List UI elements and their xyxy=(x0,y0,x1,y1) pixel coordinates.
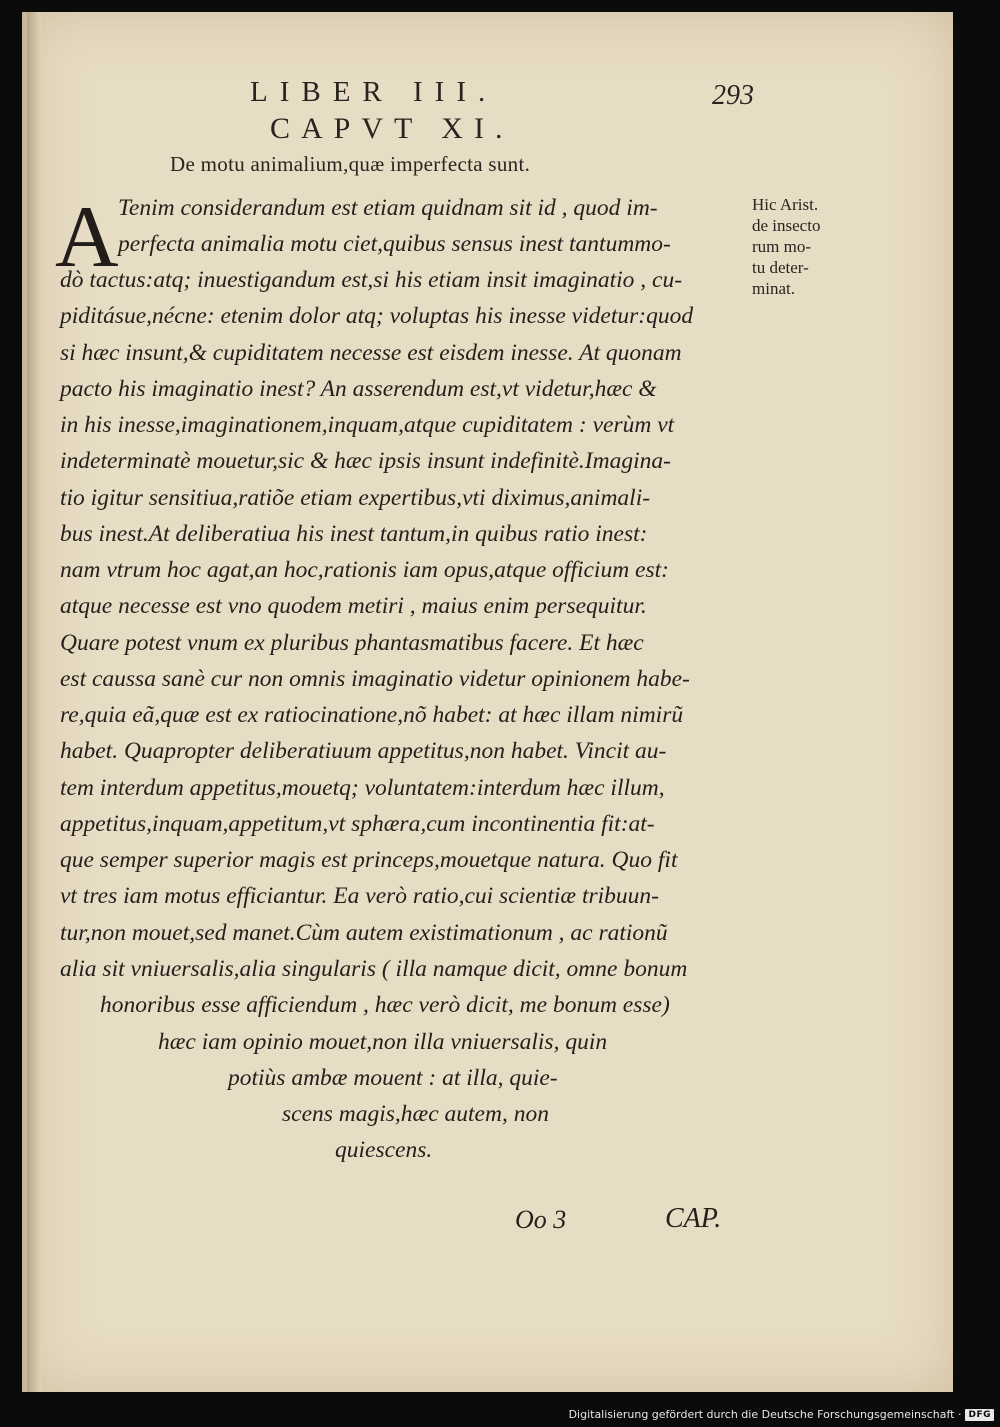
page-spine-shadow xyxy=(27,12,41,1392)
text-line: tio igitur sensitiua,ratiõe etiam expertibus,vti diximus,animali- xyxy=(60,485,651,511)
margin-note-line: Hic Arist. xyxy=(752,195,819,214)
text-line: est caussa sanè cur non omnis imaginatio videtur opinionem habe- xyxy=(60,666,690,692)
text-line: dò tactus:atq; inuestigandum est,si his etiam insit imaginatio , cu- xyxy=(60,267,683,293)
signature-mark: Oo 3 xyxy=(515,1205,567,1234)
margin-note-line: tu deter- xyxy=(752,258,809,277)
chapter-title: CAPVT XI. xyxy=(270,112,514,145)
text-line: Tenim considerandum est etiam quidnam sit id , quod im- xyxy=(118,195,658,221)
text-line: re,quia eã,quæ est ex ratiocinatione,nõ habet: at hæc illam nimirũ xyxy=(60,702,684,728)
text-line: quiescens. xyxy=(335,1137,433,1163)
catchword: CAP. xyxy=(665,1203,722,1234)
text-line: potiùs ambæ mouent : at illa, quie- xyxy=(228,1065,558,1091)
chapter-subtitle: De motu animalium,quæ imperfecta sunt. xyxy=(170,152,531,176)
margin-note-line: de insecto xyxy=(752,216,821,235)
text-line: atque necesse est vno quodem metiri , maius enim persequitur. xyxy=(60,593,647,619)
text-line: perfecta animalia motu ciet,quibus sensus inest tantummo- xyxy=(118,231,671,257)
text-line: appetitus,inquam,appetitum,vt sphæra,cum incontinentia fit:at- xyxy=(60,811,655,837)
text-line: scens magis,hæc autem, non xyxy=(282,1101,549,1127)
text-line: honoribus esse afficiendum , hæc verò dicit, me bonum esse) xyxy=(100,992,670,1018)
page-number: 293 xyxy=(712,80,754,111)
dfg-logo-icon: DFG xyxy=(965,1409,994,1421)
text-line: bus inest.At deliberatiua his inest tantum,in quibus ratio inest: xyxy=(60,521,648,547)
text-line: que semper superior magis est princeps,mouetque natura. Quo fit xyxy=(60,847,678,873)
drop-capital: A xyxy=(55,189,119,286)
margin-note-line: rum mo- xyxy=(752,237,812,256)
text-line: hæc iam opinio mouet,non illa vniuersalis, quin xyxy=(158,1029,608,1055)
text-line: nam vtrum hoc agat,an hoc,rationis iam opus,atque officium est: xyxy=(60,557,669,583)
margin-note-line: minat. xyxy=(752,279,795,298)
running-head: LIBER III. xyxy=(250,76,498,108)
text-line: pacto his imaginatio inest? An asserendum est,vt videtur,hæc & xyxy=(60,376,657,402)
text-line: in his inesse,imaginationem,inquam,atque cupiditatem : verùm vt xyxy=(60,412,675,438)
text-line: tur,non mouet,sed manet.Cùm autem existimationum , ac rationũ xyxy=(60,920,668,946)
text-line: piditásue,nécne: etenim dolor atq; voluptas his inesse videtur:quod xyxy=(60,303,694,329)
text-line: si hæc insunt,& cupiditatem necesse est eisdem inesse. At quonam xyxy=(60,340,682,366)
text-line: tem interdum appetitus,mouetq; voluntatem:interdum hæc illum, xyxy=(60,775,665,801)
digitization-credit xyxy=(569,1408,994,1421)
margin-note xyxy=(752,194,852,299)
credit-text: Digitalisierung gefördert durch die Deutsche Forschungsgemeinschaft · xyxy=(568,1408,962,1421)
text-line: indeterminatè mouetur,sic & hæc ipsis insunt indefinitè.Imagina- xyxy=(60,448,671,474)
text-line: habet. Quapropter deliberatiuum appetitus,non habet. Vincit au- xyxy=(60,738,667,764)
text-line: vt tres iam motus efficiantur. Ea verò ratio,cui scientiæ tribuun- xyxy=(60,883,659,909)
text-line: Quare potest vnum ex pluribus phantasmatibus facere. Et hæc xyxy=(60,630,644,656)
text-line: alia sit vniuersalis,alia singularis ( illa namque dicit, omne bonum xyxy=(60,956,688,982)
